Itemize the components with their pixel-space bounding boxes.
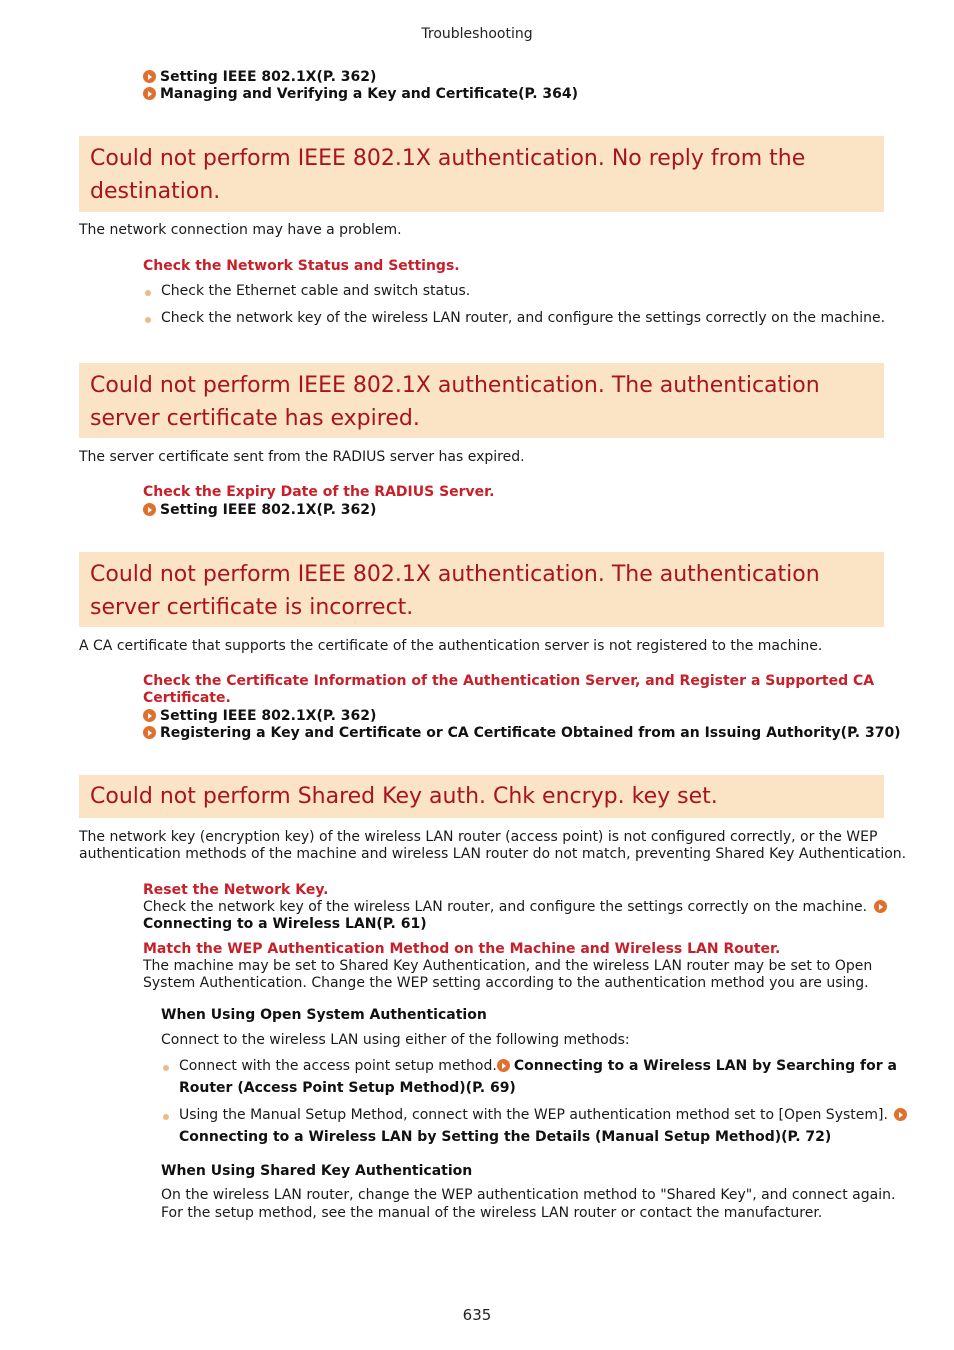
section-heading-text: Could not perform IEEE 802.1X authentication. The authentication server certificate is incorrect. [90,562,820,620]
subsection-text-continued: For the setup method, see the manual of the wireless LAN router or contact the manufacturer. [161,1205,823,1221]
subsection-text: On the wireless LAN router, change the WEP authentication method to "Shared Key", and connect again. [161,1187,896,1203]
arrow-right-icon [143,87,156,100]
arrow-right-icon [143,503,156,516]
section-heading-text: Could not perform IEEE 802.1X authentication. The authentication server certificate has expired. [90,373,820,431]
list-item-text: Using the Manual Setup Method, connect with the WEP authentication method set to [Open System]. [179,1107,911,1124]
list-item: Check the network key of the wireless LAN router, and configure the settings correctly on the machine. [161,310,886,326]
section-intro: The server certificate sent from the RADIUS server has expired. [79,449,525,465]
link-setting-ieee-8021x[interactable]: Setting IEEE 802.1X(P. 362) [143,502,376,519]
running-header: Troubleshooting [421,26,533,42]
link-setting-ieee-8021x[interactable]: Setting IEEE 802.1X(P. 362) [143,708,376,725]
section-heading-no-reply [79,136,884,212]
list-item: Check the Ethernet cable and switch status. [161,283,471,299]
arrow-right-icon [874,900,887,913]
arrow-right-icon [143,709,156,722]
action-title: Reset the Network Key. [143,882,329,898]
action-text: Check the network key of the wireless LAN router, and configure the settings correctly on the machine. [143,899,891,916]
section-heading-cert-incorrect [79,552,884,627]
action-text: The machine may be set to Shared Key Authentication, and the wireless LAN router may be set to Open [143,958,873,974]
bullet-dot [163,1114,169,1120]
bullet-dot [163,1065,169,1071]
subsection-intro: Connect to the wireless LAN using either of the following methods: [161,1032,630,1048]
section-intro: The network connection may have a problem. [79,222,402,238]
link-registering-key-certificate[interactable]: Registering a Key and Certificate or CA Certificate Obtained from an Issuing Authority(P. 370) [143,725,901,742]
section-heading-text: Could not perform Shared Key auth. Chk encryp. key set. [90,784,718,809]
section-intro: A CA certificate that supports the certificate of the authentication server is not registered to the machine. [79,638,823,654]
bullet-dot [145,317,151,323]
action-title: Check the Network Status and Settings. [143,258,460,274]
link-access-point-setup[interactable]: Connecting to a Wireless LAN by Searching for a [497,1058,897,1075]
subheading-shared-key: When Using Shared Key Authentication [161,1163,473,1179]
section-heading-cert-expired [79,363,884,438]
arrow-right-icon [143,726,156,739]
link-access-point-setup-continued[interactable]: Router (Access Point Setup Method)(P. 69) [179,1080,516,1096]
page-number: 635 [462,1306,492,1324]
arrow-right-icon [497,1059,510,1072]
list-item-line [179,1058,897,1075]
link-managing-key-certificate[interactable]: Managing and Verifying a Key and Certificate(P. 364) [143,86,578,103]
action-title: Check the Expiry Date of the RADIUS Server. [143,484,495,500]
section-intro: The network key (encryption key) of the wireless LAN router (access point) is not configured correctly, or the WEP [79,829,878,845]
section-intro-continued: authentication methods of the machine and wireless LAN router do not match, preventing Shared Key Authentication. [79,846,907,862]
link-setting-ieee-8021x[interactable]: Setting IEEE 802.1X(P. 362) [143,69,376,86]
link-connecting-wireless-lan[interactable]: Connecting to a Wireless LAN(P. 61) [143,916,427,932]
action-title: Check the Certificate Information of the Authentication Server, and Register a Supported CA [143,673,875,689]
action-title-continued: Certificate. [143,690,231,706]
arrow-right-icon [894,1108,907,1121]
section-heading-text: Could not perform IEEE 802.1X authentication. No reply from the destination. [90,146,806,204]
action-title: Match the WEP Authentication Method on the Machine and Wireless LAN Router. [143,941,781,957]
bullet-dot [145,290,151,296]
arrow-right-icon [143,70,156,83]
action-text-continued: System Authentication. Change the WEP setting according to the authentication method you are using. [143,975,869,991]
section-heading-shared-key [79,775,884,818]
subheading-open-system: When Using Open System Authentication [161,1007,487,1023]
list-item-text: Connect with the access point setup method. [179,1058,497,1074]
link-manual-setup-method[interactable]: Connecting to a Wireless LAN by Setting the Details (Manual Setup Method)(P. 72) [179,1129,832,1145]
